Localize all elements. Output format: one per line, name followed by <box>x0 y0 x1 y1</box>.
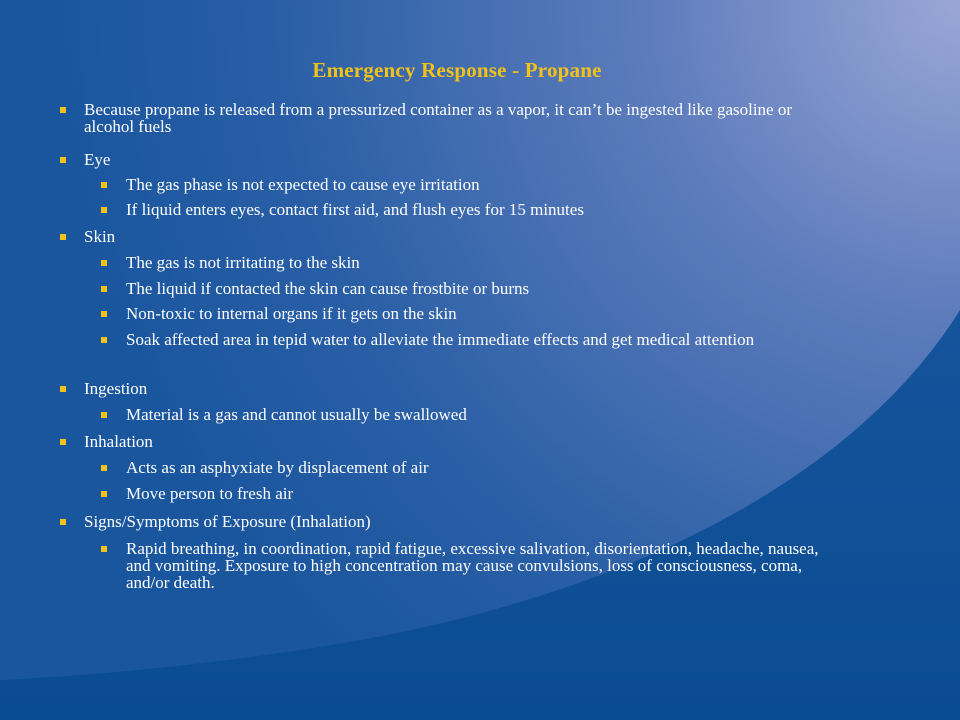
list-item <box>126 201 840 218</box>
list-item-text: The liquid if contacted the skin can cause frostbite or burns <box>126 279 530 298</box>
list-item <box>84 151 844 168</box>
list-item-text: Skin <box>84 227 116 246</box>
list-item <box>126 406 840 423</box>
square-bullet-icon <box>60 157 66 163</box>
list-item-text: Because propane is released from a pressurized container as a vapor, it can’t be ingested like gasoline or alcohol fuels <box>84 100 793 136</box>
square-bullet-icon <box>101 491 107 497</box>
list-item-text: Soak affected area in tepid water to alleviate the immediate effects and get medical attention <box>126 330 755 349</box>
square-bullet-icon <box>60 107 66 113</box>
list-item <box>126 280 840 297</box>
list-item-text: Non-toxic to internal organs if it gets on the skin <box>126 304 457 323</box>
square-bullet-icon <box>60 519 66 525</box>
list-item <box>84 228 844 245</box>
list-item <box>126 485 840 502</box>
list-item-text: Eye <box>84 150 111 169</box>
square-bullet-icon <box>101 412 107 418</box>
square-bullet-icon <box>101 546 107 552</box>
square-bullet-icon <box>60 386 66 392</box>
square-bullet-icon <box>60 439 66 445</box>
list-item-text: The gas is not irritating to the skin <box>126 253 360 272</box>
square-bullet-icon <box>101 286 107 292</box>
list-item-text: Acts as an asphyxiate by displacement of air <box>126 458 429 477</box>
list-item <box>84 101 844 135</box>
square-bullet-icon <box>101 337 107 343</box>
list-item-text: Material is a gas and cannot usually be swallowed <box>126 405 467 424</box>
square-bullet-icon <box>60 234 66 240</box>
list-item <box>84 513 844 530</box>
square-bullet-icon <box>101 465 107 471</box>
list-item <box>84 433 844 450</box>
list-item <box>84 380 844 397</box>
slide-title: Emergency Response - Propane <box>312 58 602 82</box>
list-item-text: Move person to fresh air <box>126 484 294 503</box>
list-item <box>126 254 840 271</box>
list-item <box>126 331 840 348</box>
list-item <box>126 176 840 193</box>
square-bullet-icon <box>101 207 107 213</box>
list-item-text: If liquid enters eyes, contact first aid, and flush eyes for 15 minutes <box>126 200 584 219</box>
list-item-text: Rapid breathing, in coordination, rapid fatigue, excessive salivation, disorientation, headache, nausea, and vomiting. Exposure to high concentration may cause convulsions, loss of consciousness, coma, and/or death. <box>126 539 819 592</box>
list-item-text: Signs/Symptoms of Exposure (Inhalation) <box>84 512 371 531</box>
list-item <box>126 305 840 322</box>
square-bullet-icon <box>101 182 107 188</box>
list-item-text: The gas phase is not expected to cause eye irritation <box>126 175 480 194</box>
list-item-text: Ingestion <box>84 379 148 398</box>
square-bullet-icon <box>101 311 107 317</box>
square-bullet-icon <box>101 260 107 266</box>
list-item-text: Inhalation <box>84 432 153 451</box>
list-item <box>126 459 840 476</box>
list-item <box>126 540 840 591</box>
